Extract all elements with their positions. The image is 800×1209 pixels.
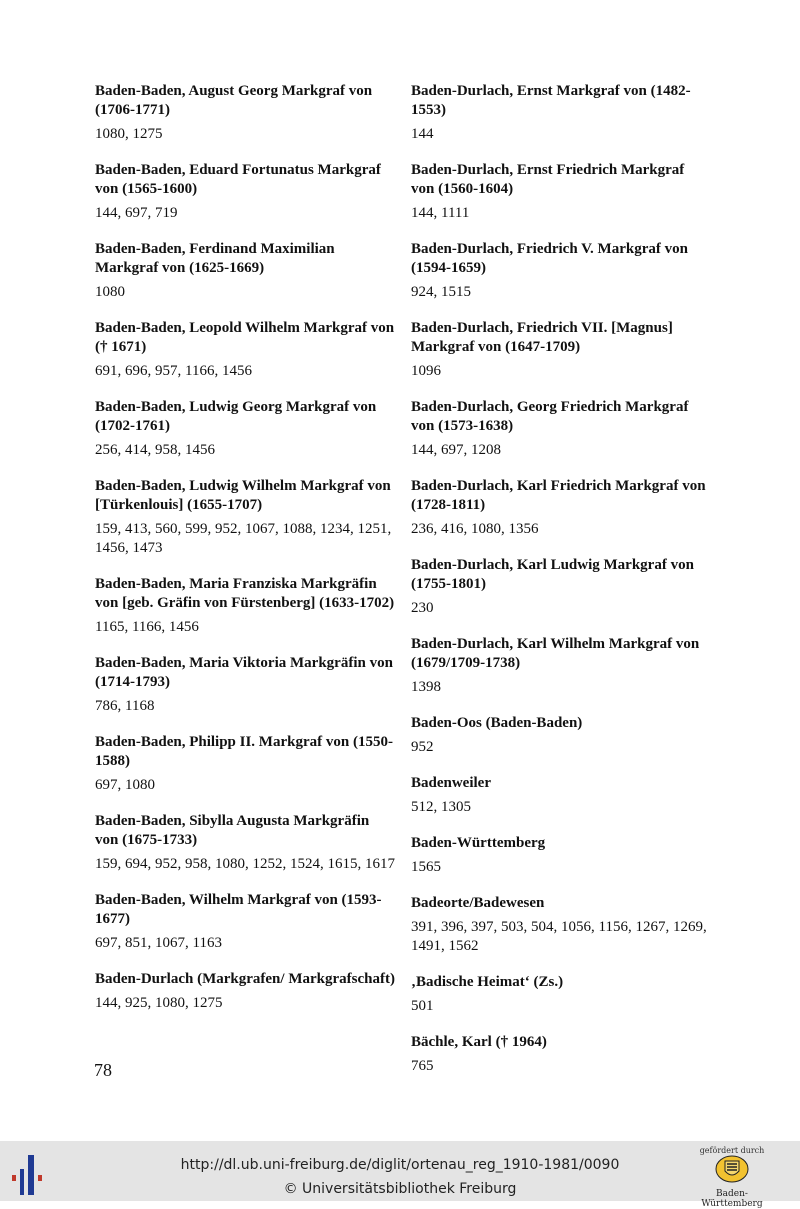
index-entry-heading: Baden-Baden, Wilhelm Markgraf von (1593-1677): [95, 892, 382, 927]
index-entry-heading: Baden-Baden, Maria Viktoria Markgräfin von (1714-1793): [95, 655, 393, 690]
index-entry-pages: 924, 1515: [411, 284, 471, 300]
index-entry-heading: Baden-Durlach, Ernst Friedrich Markgraf von (1560-1604): [411, 162, 685, 197]
index-entry-pages: 697, 851, 1067, 1163: [95, 935, 222, 951]
index-entry: [411, 1033, 711, 1076]
index-entry-pages: 1565: [411, 859, 441, 875]
index-entry: [411, 398, 711, 460]
index-entry-heading: Baden-Durlach, Karl Wilhelm Markgraf von (1679/1709-1738): [411, 636, 700, 671]
index-entry: [411, 477, 711, 539]
index-entry-pages: 1080: [95, 284, 125, 300]
index-entry-heading: Baden-Oos (Baden-Baden): [411, 715, 583, 731]
index-entry-heading: Baden-Durlach, Friedrich VII. [Magnus] Markgraf von (1647-1709): [411, 320, 673, 355]
index-entry-heading: Badeorte/Badewesen: [411, 895, 545, 911]
index-entry: [95, 82, 395, 144]
index-entry: [411, 973, 711, 1016]
index-column-left: [95, 82, 395, 1030]
index-entry-pages: 952: [411, 739, 434, 755]
sponsor-name: Baden-Württemberg: [701, 1189, 763, 1209]
index-entry-heading: Baden-Baden, Maria Franziska Markgräfin von [geb. Gräfin von Fürstenberg] (1633-1702): [95, 576, 395, 611]
index-entry: [95, 240, 395, 302]
index-entry-heading: Baden-Baden, Ferdinand Maximilian Markgraf von (1625-1669): [95, 241, 335, 276]
index-entry: [411, 774, 711, 817]
index-entry: [411, 161, 711, 223]
index-entry: [95, 477, 395, 558]
index-entry: [95, 575, 395, 637]
index-entry-pages: 144, 697, 1208: [411, 442, 501, 458]
index-entry-pages: 236, 416, 1080, 1356: [411, 521, 539, 537]
index-entry: [411, 82, 711, 144]
index-entry-heading: Baden-Baden, Sibylla Augusta Markgräfin von (1675-1733): [95, 813, 370, 848]
index-entry-pages: 159, 694, 952, 958, 1080, 1252, 1524, 1615, 1617: [95, 856, 395, 872]
index-entry-heading: Baden-Baden, Leopold Wilhelm Markgraf von († 1671): [95, 320, 395, 355]
index-entry-heading: Baden-Durlach, Georg Friedrich Markgraf von (1573-1638): [411, 399, 689, 434]
index-entry-heading: Baden-Durlach (Markgrafen/ Markgrafschaft): [95, 971, 395, 987]
index-entry-pages: 159, 413, 560, 599, 952, 1067, 1088, 1234, 1251, 1456, 1473: [95, 521, 392, 556]
index-column-right: [411, 82, 711, 1093]
index-entry-heading: Baden-Durlach, Friedrich V. Markgraf von (1594-1659): [411, 241, 688, 276]
index-entry: [95, 891, 395, 953]
index-entry: [95, 812, 395, 874]
index-entry-pages: 1165, 1166, 1456: [95, 619, 199, 635]
index-entry: [411, 834, 711, 877]
index-entry-heading: Baden-Württemberg: [411, 835, 546, 851]
index-entry-pages: 1096: [411, 363, 441, 379]
index-entry-pages: 1080, 1275: [95, 126, 163, 142]
index-entry-pages: 1398: [411, 679, 441, 695]
index-entry: [411, 556, 711, 618]
index-entry-pages: 144, 1111: [411, 205, 470, 221]
index-entry-pages: 256, 414, 958, 1456: [95, 442, 215, 458]
index-entry: [411, 635, 711, 697]
sponsor-logo: [694, 1146, 770, 1209]
index-entry-heading: Baden-Baden, Ludwig Georg Markgraf von (1702-1761): [95, 399, 377, 434]
index-entry-heading: Badenweiler: [411, 775, 491, 791]
index-entry: [411, 319, 711, 381]
index-entry-pages: 230: [411, 600, 434, 616]
index-entry-heading: Baden-Durlach, Karl Friedrich Markgraf von (1728-1811): [411, 478, 706, 513]
index-entry: [411, 240, 711, 302]
index-entry: [95, 733, 395, 795]
index-entry: [411, 894, 711, 956]
index-entry-pages: 144, 925, 1080, 1275: [95, 995, 223, 1011]
index-entry-heading: Baden-Baden, Ludwig Wilhelm Markgraf von [Türkenlouis] (1655-1707): [95, 478, 391, 513]
index-entry-pages: 765: [411, 1058, 434, 1074]
page-number: 78: [94, 1060, 112, 1080]
index-entry-heading: Baden-Baden, Philipp II. Markgraf von (1550-1588): [95, 734, 393, 769]
index-entry: [95, 398, 395, 460]
index-entry-heading: Baden-Durlach, Karl Ludwig Markgraf von (1755-1801): [411, 557, 694, 592]
index-entry-pages: 391, 396, 397, 503, 504, 1056, 1156, 1267, 1269, 1491, 1562: [411, 919, 707, 954]
index-entry-pages: 512, 1305: [411, 799, 471, 815]
index-entry-pages: 697, 1080: [95, 777, 155, 793]
index-entry: [95, 970, 395, 1013]
index-entry-pages: 144, 697, 719: [95, 205, 178, 221]
index-entry-pages: 691, 696, 957, 1166, 1456: [95, 363, 252, 379]
index-entry-heading: Baden-Baden, August Georg Markgraf von (1706-1771): [95, 83, 373, 118]
index-entry: [95, 319, 395, 381]
index-entry: [411, 714, 711, 757]
index-entry: [95, 654, 395, 716]
index-entry-heading: Baden-Durlach, Ernst Markgraf von (1482-1553): [411, 83, 691, 118]
baden-wuerttemberg-coat-of-arms-icon: [715, 1155, 749, 1183]
index-entry-heading: ‚Badische Heimat‘ (Zs.): [411, 974, 564, 990]
index-entry-heading: Bächle, Karl († 1964): [411, 1034, 547, 1050]
sponsor-small-text: gefördert durch: [699, 1146, 765, 1155]
copyright-notice: © Universitätsbibliothek Freiburg: [283, 1181, 517, 1197]
index-entry: [95, 161, 395, 223]
viewer-footer: [0, 1141, 800, 1209]
index-entry-pages: 786, 1168: [95, 698, 155, 714]
index-entry-pages: 144: [411, 126, 434, 142]
index-entry-pages: 501: [411, 998, 434, 1014]
index-entry-heading: Baden-Baden, Eduard Fortunatus Markgraf von (1565-1600): [95, 162, 381, 197]
document-url-link[interactable]: http://dl.ub.uni-freiburg.de/diglit/ortenau_reg_1910-1981/0090: [180, 1157, 620, 1173]
